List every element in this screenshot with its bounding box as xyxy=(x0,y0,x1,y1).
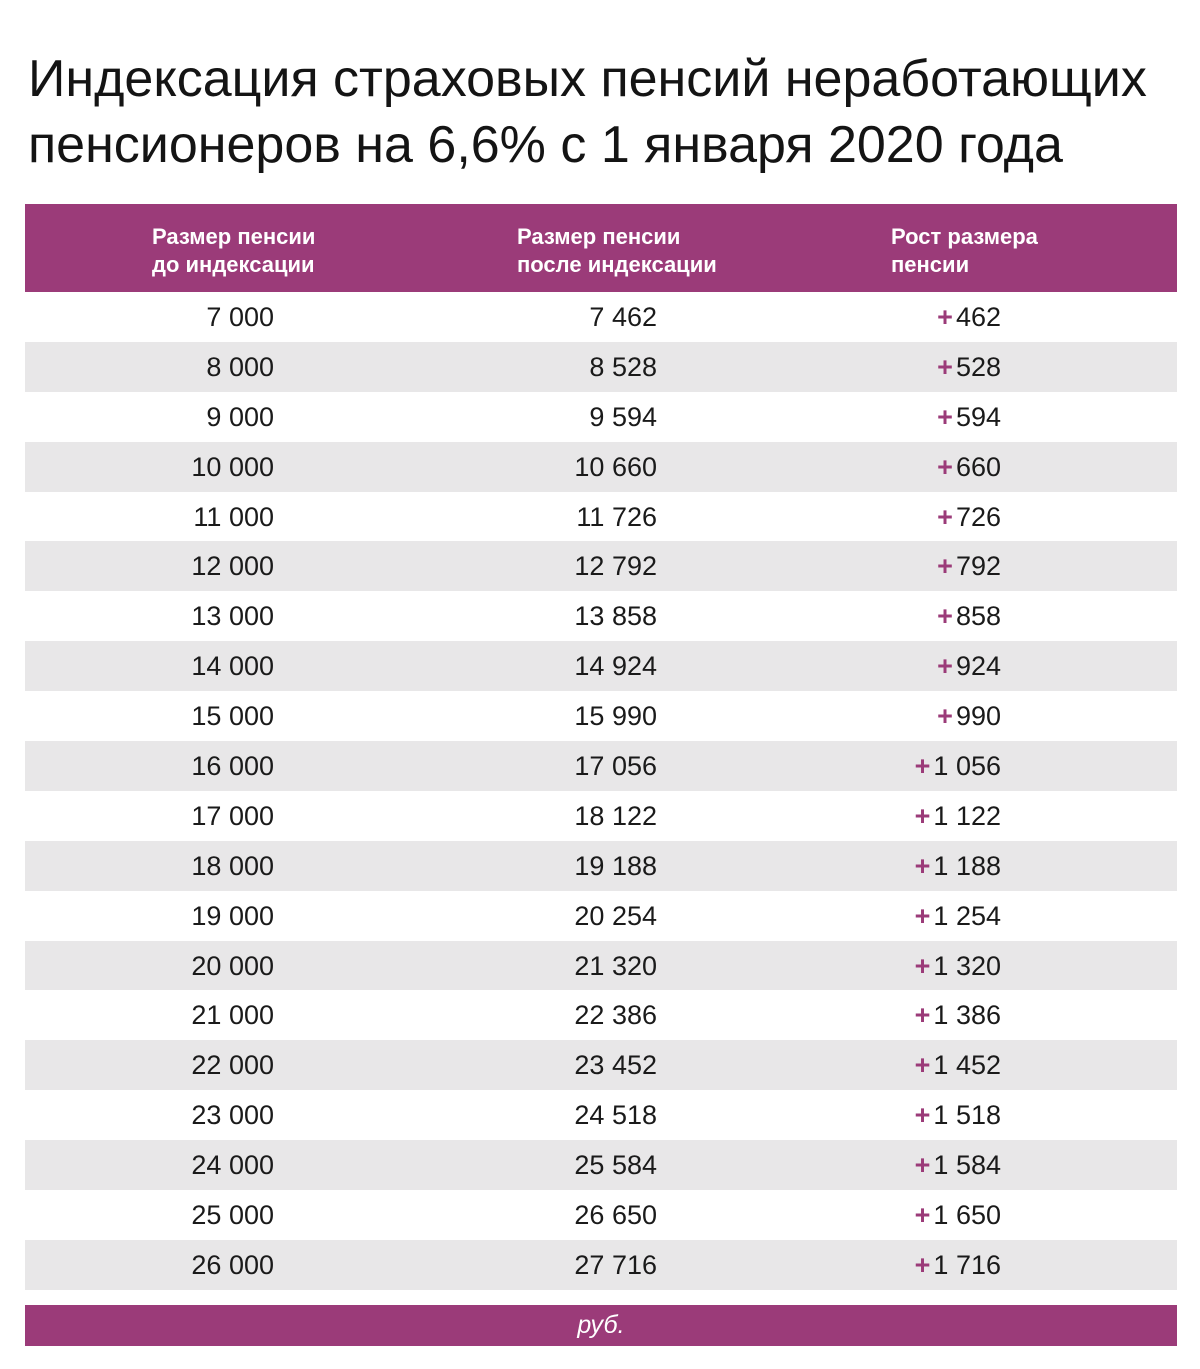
cell-pension-growth xyxy=(725,841,1001,891)
growth-value: 1 452 xyxy=(933,1050,1001,1081)
cell-after-indexation: 27 716 xyxy=(574,1249,657,1280)
cell-after-indexation: 14 924 xyxy=(574,651,657,682)
growth-value: 1 254 xyxy=(933,900,1001,931)
plus-sign-icon: + xyxy=(937,351,953,382)
header-after-line-2: после индексации xyxy=(517,252,717,277)
growth-value: 1 386 xyxy=(933,1000,1001,1031)
cell-before-indexation: 17 000 xyxy=(191,800,274,831)
cell-after-indexation: 25 584 xyxy=(574,1150,657,1181)
cell-before-indexation: 15 000 xyxy=(191,701,274,732)
cell-pension-growth xyxy=(725,891,1001,941)
cell-before-indexation: 7 000 xyxy=(206,302,274,332)
cell-before-indexation: 11 000 xyxy=(193,501,274,532)
cell-before-indexation: 18 000 xyxy=(191,850,274,881)
cell-after-indexation: 17 056 xyxy=(574,751,657,782)
cell-pension-growth xyxy=(725,941,1001,991)
cell-before-indexation: 26 000 xyxy=(191,1249,274,1280)
growth-value: 792 xyxy=(955,551,1001,582)
cell-pension-growth xyxy=(725,1240,1001,1290)
cell-pension-growth xyxy=(725,1090,1001,1140)
unit-footer: руб. xyxy=(25,1305,1177,1346)
plus-sign-icon: + xyxy=(914,1200,931,1231)
table-row xyxy=(25,1040,1177,1090)
cell-pension-growth xyxy=(725,1040,1001,1090)
cell-after-indexation: 9 594 xyxy=(589,401,657,432)
cell-pension-growth xyxy=(725,741,1001,791)
cell-pension-growth xyxy=(725,691,1001,741)
growth-value: 594 xyxy=(955,401,1001,432)
table-body xyxy=(25,292,1177,1290)
cell-before-indexation: 23 000 xyxy=(191,1100,274,1131)
plus-sign-icon: + xyxy=(937,551,953,582)
table-row xyxy=(25,891,1177,941)
table-row xyxy=(25,741,1177,791)
cell-after-indexation: 11 726 xyxy=(576,501,657,532)
table-row xyxy=(25,342,1177,392)
header-before-line-1: Размер пенсии xyxy=(152,224,316,249)
growth-value: 528 xyxy=(955,351,1001,382)
header-after-line-1: Размер пенсии xyxy=(517,224,681,249)
table-row xyxy=(25,1190,1177,1240)
cell-before-indexation: 25 000 xyxy=(191,1200,274,1231)
cell-after-indexation: 10 660 xyxy=(574,451,657,482)
growth-value: 462 xyxy=(955,302,1001,332)
cell-pension-growth xyxy=(725,541,1001,591)
growth-value: 1 056 xyxy=(933,751,1001,782)
cell-before-indexation: 14 000 xyxy=(191,651,274,682)
table-row xyxy=(25,442,1177,492)
growth-value: 726 xyxy=(955,501,1001,532)
table-row xyxy=(25,292,1177,342)
cell-after-indexation: 22 386 xyxy=(574,1000,657,1031)
plus-sign-icon: + xyxy=(914,800,931,831)
header-growth-line-1: Рост размера xyxy=(891,224,1038,249)
growth-value: 858 xyxy=(955,601,1001,632)
plus-sign-icon: + xyxy=(914,1050,931,1081)
header-before-line-2: до индексации xyxy=(152,252,315,277)
table-header xyxy=(25,204,1177,292)
cell-pension-growth xyxy=(725,442,1001,492)
cell-before-indexation: 16 000 xyxy=(191,751,274,782)
cell-before-indexation: 10 000 xyxy=(191,451,274,482)
growth-value: 990 xyxy=(955,701,1001,732)
cell-after-indexation: 7 462 xyxy=(589,302,657,332)
pension-table xyxy=(25,204,1177,1290)
cell-pension-growth xyxy=(725,342,1001,392)
growth-value: 924 xyxy=(955,651,1001,682)
table-row xyxy=(25,941,1177,991)
page-title: Индексация страховых пенсий неработающих пенсионеров на 6,6% с 1 января 2020 года xyxy=(28,50,1147,174)
cell-after-indexation: 21 320 xyxy=(574,950,657,981)
cell-before-indexation: 19 000 xyxy=(191,900,274,931)
table-row xyxy=(25,392,1177,442)
plus-sign-icon: + xyxy=(914,950,931,981)
cell-before-indexation: 20 000 xyxy=(191,950,274,981)
growth-value: 1 716 xyxy=(933,1249,1001,1280)
cell-pension-growth xyxy=(725,990,1001,1040)
plus-sign-icon: + xyxy=(914,751,931,782)
cell-after-indexation: 23 452 xyxy=(574,1050,657,1081)
cell-pension-growth xyxy=(725,292,1001,342)
cell-after-indexation: 13 858 xyxy=(574,601,657,632)
plus-sign-icon: + xyxy=(914,1100,931,1131)
table-row xyxy=(25,841,1177,891)
plus-sign-icon: + xyxy=(937,302,953,332)
plus-sign-icon: + xyxy=(937,651,953,682)
plus-sign-icon: + xyxy=(937,501,953,532)
cell-pension-growth xyxy=(725,641,1001,691)
plus-sign-icon: + xyxy=(914,1249,931,1280)
cell-after-indexation: 15 990 xyxy=(574,701,657,732)
header-pension-growth xyxy=(891,223,1038,279)
cell-after-indexation: 19 188 xyxy=(574,850,657,881)
growth-value: 1 320 xyxy=(933,950,1001,981)
growth-value: 1 584 xyxy=(933,1150,1001,1181)
table-row xyxy=(25,691,1177,741)
cell-pension-growth xyxy=(725,1140,1001,1190)
table-row xyxy=(25,641,1177,691)
growth-value: 1 188 xyxy=(933,850,1001,881)
growth-value: 1 518 xyxy=(933,1100,1001,1131)
table-row xyxy=(25,591,1177,641)
header-growth-line-2: пенсии xyxy=(891,252,970,277)
cell-pension-growth xyxy=(725,591,1001,641)
cell-before-indexation: 9 000 xyxy=(206,401,274,432)
cell-after-indexation: 24 518 xyxy=(574,1100,657,1131)
plus-sign-icon: + xyxy=(937,451,953,482)
header-after-indexation xyxy=(517,223,717,279)
plus-sign-icon: + xyxy=(937,401,953,432)
cell-pension-growth xyxy=(725,1190,1001,1240)
cell-after-indexation: 8 528 xyxy=(589,351,657,382)
growth-value: 660 xyxy=(955,451,1001,482)
growth-value: 1 122 xyxy=(933,800,1001,831)
cell-pension-growth xyxy=(725,492,1001,542)
table-row xyxy=(25,541,1177,591)
table-row xyxy=(25,1140,1177,1190)
cell-pension-growth xyxy=(725,791,1001,841)
plus-sign-icon: + xyxy=(914,850,931,881)
cell-after-indexation: 26 650 xyxy=(574,1200,657,1231)
cell-before-indexation: 22 000 xyxy=(191,1050,274,1081)
cell-after-indexation: 20 254 xyxy=(574,900,657,931)
plus-sign-icon: + xyxy=(914,900,931,931)
cell-before-indexation: 13 000 xyxy=(191,601,274,632)
cell-after-indexation: 12 792 xyxy=(574,551,657,582)
table-row xyxy=(25,492,1177,542)
cell-before-indexation: 8 000 xyxy=(206,351,274,382)
cell-before-indexation: 24 000 xyxy=(191,1150,274,1181)
growth-value: 1 650 xyxy=(933,1200,1001,1231)
plus-sign-icon: + xyxy=(914,1150,931,1181)
plus-sign-icon: + xyxy=(937,601,953,632)
cell-before-indexation: 21 000 xyxy=(191,1000,274,1031)
plus-sign-icon: + xyxy=(937,701,953,732)
cell-after-indexation: 18 122 xyxy=(574,800,657,831)
table-row xyxy=(25,1090,1177,1140)
plus-sign-icon: + xyxy=(914,1000,931,1031)
cell-before-indexation: 12 000 xyxy=(191,551,274,582)
table-row xyxy=(25,791,1177,841)
table-row xyxy=(25,990,1177,1040)
table-row xyxy=(25,1240,1177,1290)
cell-pension-growth xyxy=(725,392,1001,442)
header-before-indexation xyxy=(152,223,315,279)
